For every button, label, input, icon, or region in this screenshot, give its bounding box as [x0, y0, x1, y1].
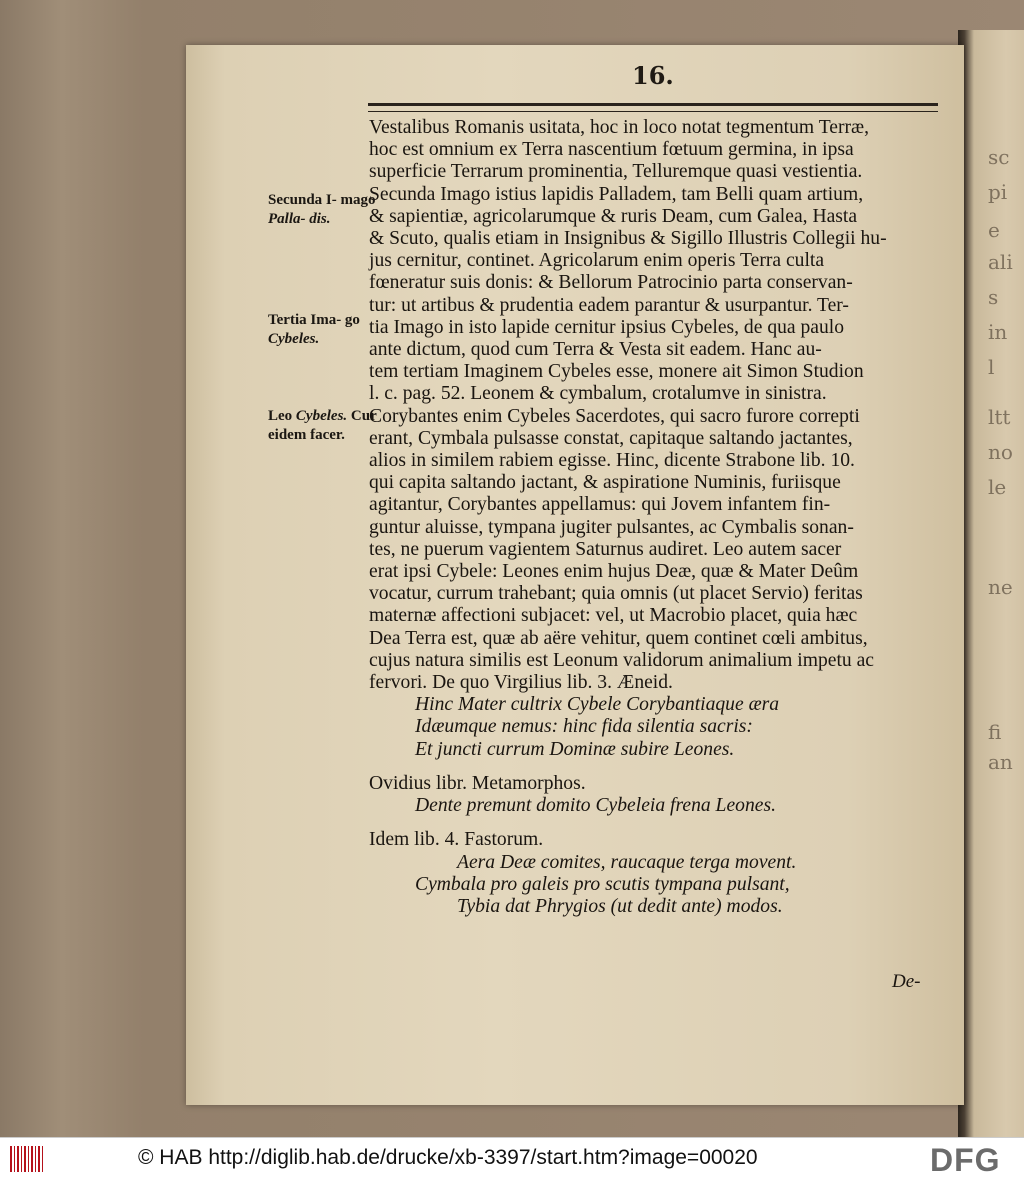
- text-line: vocatur, currum trahebant; quia omnis (ut placet Servio) feritas: [369, 583, 863, 605]
- verse-line: Idæumque nemus: hinc fida silentia sacris:: [415, 716, 753, 738]
- verse-line: Et juncti currum Dominæ subire Leones.: [415, 738, 735, 760]
- verse-line: Dente premunt domito Cybeleia frena Leones.: [415, 795, 776, 817]
- text-line: Vestalibus Romanis usitata, hoc in loco notat tegmentum Terræ,: [369, 117, 870, 138]
- next-page-fragment: fi: [988, 720, 1002, 744]
- next-page-fragment: s: [988, 285, 999, 309]
- text-line: fœneratur suis donis: & Bellorum Patrocinio parta conservan-: [369, 272, 853, 294]
- text-line: hoc est omnium ex Terra nascentium fœtuum germina, in ipsa: [369, 139, 854, 161]
- next-page-fragment: an: [988, 750, 1013, 774]
- text-line: agitantur, Corybantes appellamus: qui Jovem infantem fin-: [369, 494, 831, 516]
- next-page-fragment: ali: [988, 250, 1013, 274]
- text-line: superficie Terrarum prominentia, Telluremque quasi vestientia.: [369, 161, 863, 183]
- text-line: jus cernitur, continet. Agricolarum enim operis Terra culta: [369, 250, 825, 272]
- next-page-fragment: l: [988, 355, 995, 379]
- next-page-fragment: sc: [988, 145, 1010, 169]
- text-line: Idem lib. 4. Fastorum.: [369, 829, 544, 851]
- margin-note-pallas: Secunda I- mago Palla- dis.: [268, 192, 376, 227]
- text-line: tem tertiam Imaginem Cybeles esse, monere ait Simon Studion: [369, 361, 864, 383]
- header-rule: [368, 103, 938, 112]
- main-text: [369, 117, 941, 918]
- text-line: guntur aluisse, tympana jugiter pulsantes, ac Cymbalis sonan-: [369, 516, 854, 538]
- catchword: De-: [892, 971, 921, 992]
- next-page-fragment: le: [988, 475, 1007, 499]
- book-page: [186, 45, 964, 1105]
- next-page-edge: [958, 30, 1024, 1137]
- text-line: alios in similem rabiem egisse. Hinc, dicente Strabone lib. 10.: [369, 450, 855, 472]
- text-line: cujus natura similis est Leonum validorum animalium impetu ac: [369, 649, 874, 671]
- footer-link[interactable]: © HAB http://diglib.hab.de/drucke/xb-3397/start.htm?image=00020: [138, 1146, 758, 1169]
- text-line: Secunda Imago istius lapidis Palladem, tam Belli quam artium,: [369, 183, 864, 205]
- text-line: Corybantes enim Cybeles Sacerdotes, qui sacro furore correpti: [369, 405, 860, 427]
- text-line: qui capita saltando jactant, & aspiratione Numinis, furiisque: [369, 472, 841, 494]
- text-line: erant, Cymbala pulsasse constat, capitaque saltando jactantes,: [369, 427, 853, 449]
- text-line: fervori. De quo Virgilius lib. 3. Æneid.: [369, 672, 673, 694]
- next-page-fragment: no: [988, 440, 1013, 464]
- text-line: & Scuto, qualis etiam in Insignibus & Sigillo Illustris Collegii hu-: [369, 228, 887, 250]
- next-page-fragment: pi: [988, 180, 1008, 204]
- text-line: Ovidius libr. Metamorphos.: [369, 772, 586, 794]
- next-page-fragment: ne: [988, 575, 1013, 599]
- margin-note-leo: Leo Cybeles. Cur eidem facer.: [268, 408, 377, 443]
- text-line: tia Imago in isto lapide cernitur ipsius Cybeles, de qua paulo: [369, 316, 845, 338]
- next-page-fragment: e: [988, 218, 1000, 242]
- verse-line: Tybia dat Phrygios (ut dedit ante) modos.: [457, 895, 783, 917]
- text-line: Dea Terra est, quæ ab aëre vehitur, quem continet cœli ambitus,: [369, 627, 868, 649]
- hab-barcode-icon: [10, 1146, 44, 1172]
- footer-bar: [0, 1137, 1024, 1180]
- dfg-logo: DFG: [930, 1142, 1001, 1178]
- text-line: tur: ut artibus & prudentia eadem parantur & usurpantur. Ter-: [369, 294, 849, 316]
- text-line: & sapientiæ, agricolarumque & ruris Deam, cum Galea, Hasta: [369, 205, 858, 227]
- text-line: erat ipsi Cybele: Leones enim hujus Deæ, quæ & Mater Deûm: [369, 561, 859, 583]
- next-page-fragment: ltt: [988, 405, 1011, 429]
- text-line: ante dictum, quod cum Terra & Vesta sit eadem. Hanc au-: [369, 339, 822, 361]
- text-line: tes, ne puerum vagientem Saturnus audiret. Leo autem sacer: [369, 538, 842, 560]
- next-page-fragment: in: [988, 320, 1008, 344]
- verse-line: Aera Deæ comites, raucaque terga movent.: [457, 851, 797, 873]
- text-line: l. c. pag. 52. Leonem & cymbalum, crotalumve in sinistra.: [369, 383, 827, 405]
- verse-line: Hinc Mater cultrix Cybele Corybantiaque æra: [415, 694, 780, 716]
- text-line: maternæ affectioni subjacet: vel, ut Macrobio placet, quia hæc: [369, 605, 858, 627]
- verse-line: Cymbala pro galeis pro scutis tympana pulsant,: [415, 873, 790, 895]
- page-number: 16.: [632, 61, 674, 90]
- margin-note-cybele: Tertia Ima- go Cybeles.: [268, 312, 360, 347]
